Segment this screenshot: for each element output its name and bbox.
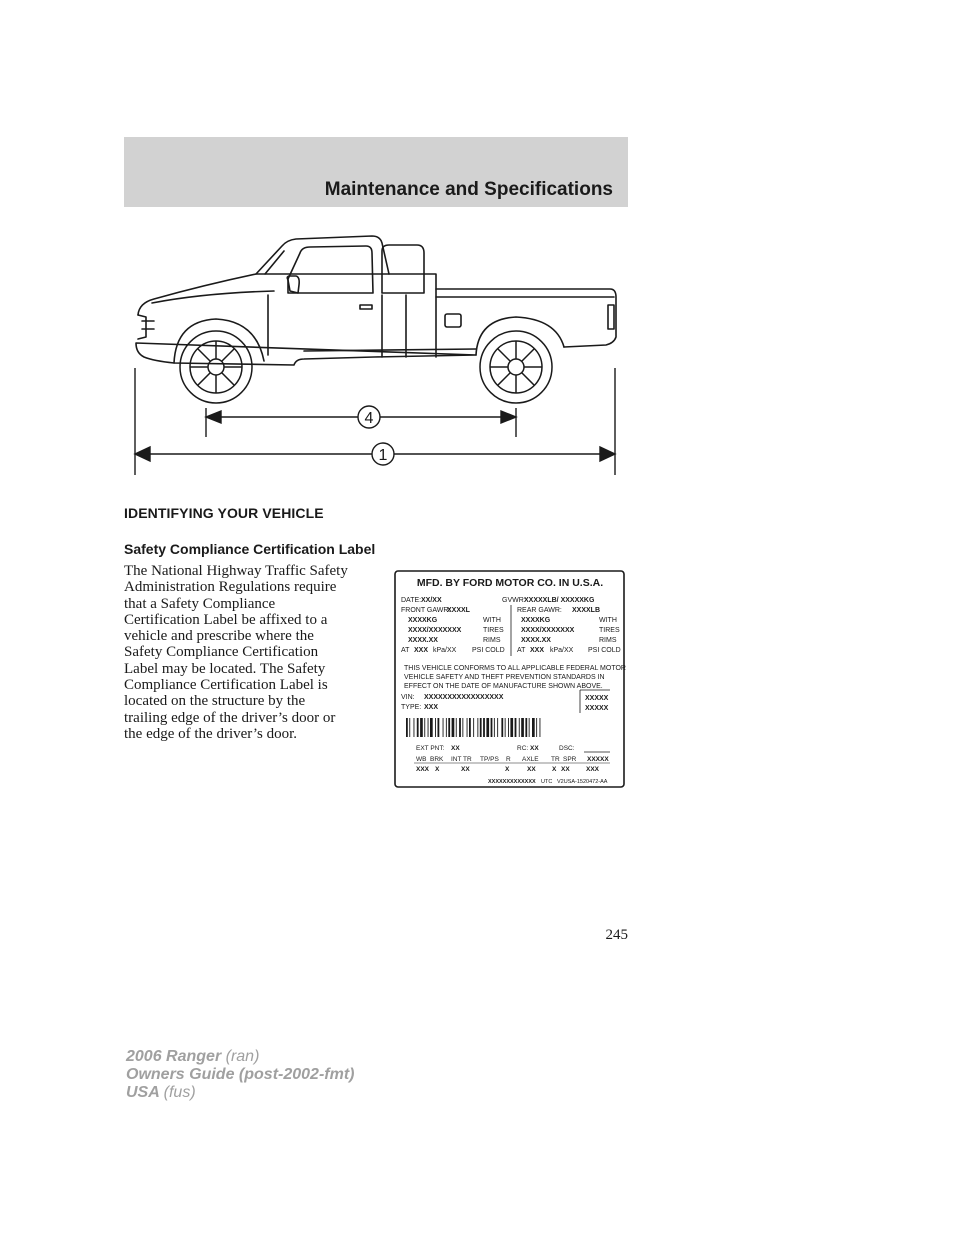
callout-wheelbase: 4 [364, 410, 374, 427]
label-rear-gawr-label: REAR GAWR: [517, 607, 562, 614]
label-code-header: TR [551, 756, 560, 763]
label-rear-kg: XXXXKG [521, 617, 551, 624]
label-code-value: XX [561, 766, 570, 773]
rear-wheel [480, 331, 552, 403]
section-subtitle: Safety Compliance Certification Label [124, 541, 376, 557]
label-psi-cold: PSI COLD [472, 647, 505, 654]
page-number: 245 [605, 927, 628, 943]
cab-outline [256, 236, 389, 274]
section-header-title: Maintenance and Specifications [324, 179, 613, 200]
label-conformity-line: EFFECT ON THE DATE OF MANUFACTURE SHOWN ABOVE. [404, 683, 603, 690]
header-band [124, 137, 628, 207]
label-vin-label: VIN: [401, 694, 415, 701]
label-code-header: SPR [563, 756, 577, 763]
certification-label [394, 570, 626, 790]
label-code-value: XX [527, 766, 536, 773]
footer-market: USA [126, 1084, 160, 1101]
truck-dimension-figure [124, 225, 624, 480]
footer-model: 2006 Ranger [126, 1048, 222, 1065]
label-with: WITH [599, 617, 617, 624]
body-line: Administration Regulations require [124, 579, 337, 596]
label-box-value: XXXXX [585, 705, 609, 712]
label-psi-cold: PSI COLD [588, 647, 621, 654]
label-with: WITH [483, 617, 501, 624]
body-line: Label may be located. The Safety [124, 660, 326, 677]
section-title: IDENTIFYING YOUR VEHICLE [124, 505, 324, 521]
label-title: MFD. BY FORD MOTOR CO. IN U.S.A. [416, 577, 604, 589]
label-footer-code: XXXXXXXXXXXXX [488, 779, 536, 785]
label-code-value: X [505, 766, 510, 773]
label-code-value: XXX [586, 766, 600, 773]
body-line: Compliance Certification Label is [124, 677, 328, 694]
label-front-gawr-value: XXXXL [447, 607, 470, 614]
label-front-rim: XXXX.XX [408, 637, 438, 644]
label-rc-label: RC: [517, 745, 529, 752]
label-ext-pnt-value: XX [451, 745, 460, 752]
label-code-value: X [552, 766, 557, 773]
label-vin-value: XXXXXXXXXXXXXXXXX [424, 694, 504, 701]
label-code-header: XXXXX [587, 756, 609, 763]
body-line: the edge of the driver’s door. [124, 725, 298, 742]
label-rims: RIMS [599, 637, 617, 644]
label-pressure-unit: kPa/XX [550, 647, 574, 654]
callout-overall-length: 1 [378, 447, 388, 464]
label-type-label: TYPE: [401, 704, 422, 711]
label-rims: RIMS [483, 637, 501, 644]
label-code-value: XXX [416, 766, 430, 773]
label-code-header: INT TR [451, 756, 472, 763]
label-type-value: XXX [424, 704, 439, 711]
label-code-header: WB [416, 756, 427, 763]
label-pressure-unit: kPa/XX [433, 647, 457, 654]
label-utc: UTC [541, 779, 553, 785]
body-line: The National Highway Traffic Safety [124, 563, 348, 579]
label-date-label: DATE: [401, 597, 422, 604]
body-line: that a Safety Compliance [124, 595, 276, 612]
label-at: AT [401, 647, 410, 654]
label-gvwr-value: XXXXXLB/ XXXXXKG [524, 597, 595, 604]
body-line: Certification Label be affixed to a [124, 611, 328, 628]
footer-model-code: (ran) [225, 1048, 260, 1065]
label-rc-value: XX [530, 745, 539, 752]
label-code-header: R [506, 756, 511, 763]
body-line: located on the structure by the [124, 693, 306, 710]
label-conformity-line: THIS VEHICLE CONFORMS TO ALL APPLICABLE FEDERAL MOTOR [404, 665, 626, 672]
label-rear-gawr-value: XXXXLB [572, 607, 601, 614]
label-front-pressure: XXX [414, 647, 429, 654]
label-code-value: X [435, 766, 440, 773]
label-rear-pressure: XXX [530, 647, 545, 654]
label-front-tire: XXXX/XXXXXXX [408, 627, 462, 634]
body-line: trailing edge of the driver’s door or [124, 709, 336, 726]
label-gvwr-label: GVWR: [502, 597, 526, 604]
label-front-kg: XXXXKG [408, 617, 438, 624]
body-paragraph [124, 563, 384, 742]
label-part-number: V2USA-1520472-AA [557, 779, 608, 785]
front-window [288, 246, 373, 293]
label-front-gawr-label: FRONT GAWR: [401, 607, 451, 614]
label-code-header: AXLE [522, 756, 539, 763]
label-tires: TIRES [483, 627, 504, 634]
document-footer [126, 1048, 354, 1102]
front-wheel [180, 331, 252, 403]
label-tires: TIRES [599, 627, 620, 634]
label-code-value: XX [461, 766, 470, 773]
body-line: vehicle and prescribe where the [124, 628, 314, 645]
label-ext-pnt-label: EXT PNT: [416, 745, 445, 752]
label-code-header: BRK [430, 756, 444, 763]
footer-market-code: (fus) [163, 1084, 196, 1101]
label-dsc-label: DSC: [559, 745, 575, 752]
label-code-header: TP/PS [480, 756, 499, 763]
label-at: AT [517, 647, 526, 654]
label-box-value: XXXXX [585, 695, 609, 702]
body-line: Safety Compliance Certification [124, 644, 319, 661]
label-conformity-line: VEHICLE SAFETY AND THEFT PREVENTION STANDARDS IN [404, 674, 605, 681]
label-rear-rim: XXXX.XX [521, 637, 551, 644]
footer-guide: Owners Guide (post-2002-fmt) [126, 1066, 355, 1083]
label-rear-tire: XXXX/XXXXXXX [521, 627, 575, 634]
label-date-value: XX/XX [421, 597, 442, 604]
